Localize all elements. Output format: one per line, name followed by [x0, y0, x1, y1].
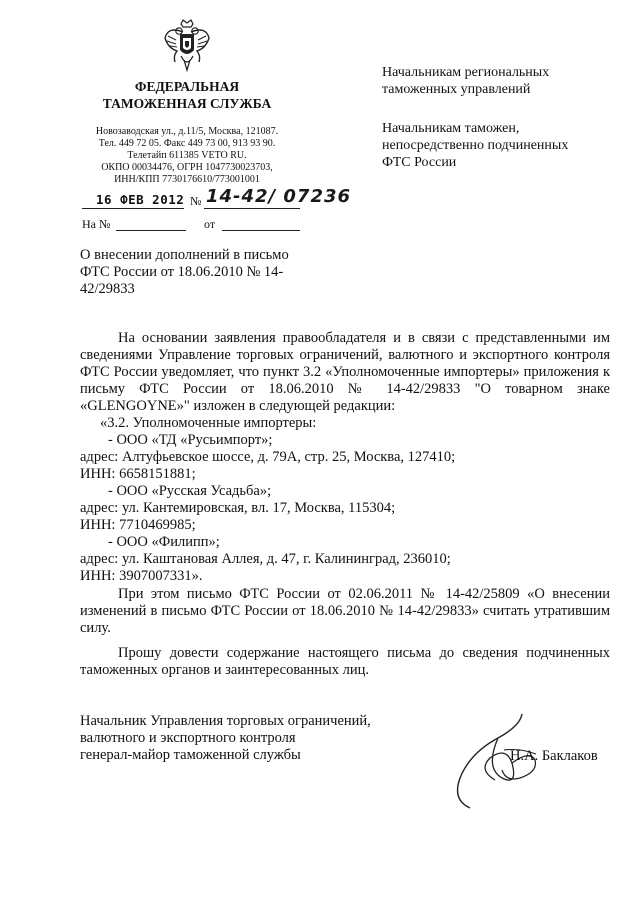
signatory-title-line: генерал-майор таможенной службы: [80, 747, 301, 763]
ref-from-label: от: [204, 217, 216, 231]
subject-line: 42/29833: [80, 281, 135, 297]
importer-inn: ИНН: 3907007331».: [80, 568, 203, 584]
date-underline: [82, 208, 184, 209]
importer-name: - ООО «Филипп»;: [108, 534, 220, 550]
signatory-title-line: Начальник Управления торговых ограничений,: [80, 713, 371, 729]
ref-number-underline: [116, 230, 186, 231]
addressee-line: Начальникам таможен,: [382, 121, 520, 136]
org-name-line1: ФЕДЕРАЛЬНАЯ: [134, 79, 240, 94]
importer-inn: ИНН: 6658151881;: [80, 466, 196, 482]
signatory-title-line: валютного и экспортного контроля: [80, 730, 296, 746]
requisites-phone: Тел. 449 72 05. Факс 449 73 00, 913 93 90.: [98, 138, 276, 149]
importer-name: - ООО «Русская Усадьба»;: [108, 483, 272, 499]
number-underline: [204, 208, 300, 209]
registration-number: 14-42/ 07236: [206, 186, 352, 207]
body-paragraph-3: Прошу довести содержание настоящего письма до сведения подчиненных таможенных органов и заинтересованных лиц.: [80, 645, 610, 678]
requisites-teletype: Телетайп 611385 VETO RU.: [127, 150, 247, 161]
number-label: №: [190, 194, 202, 208]
requisites-address: Новозаводская ул., д.11/5, Москва, 121087.: [95, 126, 279, 137]
org-name-line2: ТАМОЖЕННАЯ СЛУЖБА: [102, 96, 272, 111]
importer-address: адрес: Алтуфьевское шоссе, д. 79А, стр. 25, Москва, 127410;: [80, 449, 456, 465]
subject-line: О внесении дополнений в письмо: [80, 247, 289, 263]
addressee-line: ФТС России: [382, 155, 457, 170]
importer-inn: ИНН: 7710469985;: [80, 517, 196, 533]
ref-number-label: На №: [82, 217, 111, 231]
registration-date: 16 ФЕВ 2012: [96, 192, 185, 207]
importer-address: адрес: ул. Кантемировская, вл. 17, Москва, 115304;: [80, 500, 396, 516]
body-paragraph-1: На основании заявления правообладателя и в связи с представленными им сведениями Управление торговых ограничений, валютного и экспортного контроля ФТС России уведомляет, что пункт 3.2 «Уполномоченные импортеры» приложения к письму ФТС России от 18.06.2010 № 14-42/29833 "О товарном знаке «GLENGOYNE»" изложен в следующей редакции:: [80, 330, 610, 414]
addressee-line: непосредственно подчиненных: [382, 138, 569, 153]
ref-from-underline: [222, 230, 300, 231]
addressee-line: таможенных управлений: [382, 82, 531, 97]
subject-line: ФТС России от 18.06.2010 № 14-: [80, 264, 284, 280]
russian-coat-of-arms-icon: [162, 18, 212, 72]
body-paragraph-2: При этом письмо ФТС России от 02.06.2011 № 14-42/25809 «О внесении изменений в письмо ФТС России от 18.06.2010 № 14-42/29833» считать утратившим силу.: [80, 586, 610, 636]
signatory-name: Н.А. Баклаков: [510, 748, 598, 764]
requisites-inn: ИНН/КПП 7730176610/773001001: [114, 174, 260, 185]
importer-name: - ООО «ТД «Русьимпорт»;: [108, 432, 273, 448]
requisites-okpo: ОКПО 00034476, ОГРН 1047730023703,: [101, 162, 273, 173]
clause-title: «3.2. Уполномоченные импортеры:: [100, 415, 317, 431]
importer-address: адрес: ул. Каштановая Аллея, д. 47, г. Калининград, 236010;: [80, 551, 451, 567]
addressee-line: Начальникам региональных: [382, 65, 550, 80]
